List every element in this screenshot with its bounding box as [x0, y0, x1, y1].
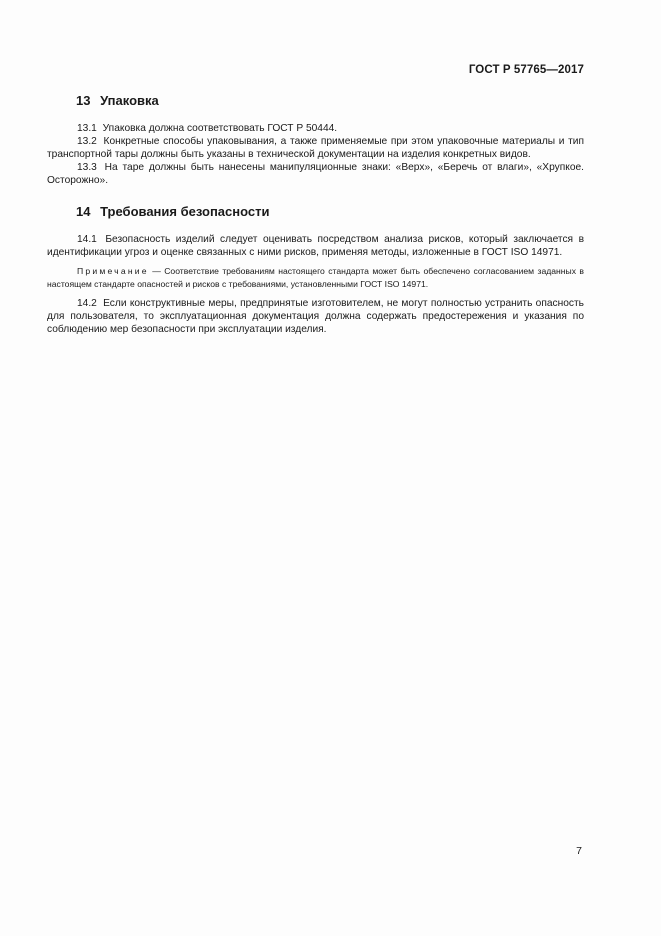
paragraph-number: 13.3 — [77, 162, 97, 173]
paragraph-13-2 — [47, 135, 584, 161]
page-content — [47, 92, 584, 336]
section-14-heading — [47, 203, 584, 221]
paragraph-13-1 — [47, 122, 584, 135]
section-13-number: 13 — [76, 93, 91, 108]
paragraph-14-2 — [47, 297, 584, 336]
section-13-title: Упаковка — [100, 93, 159, 108]
section-14-title: Требования безопасности — [100, 204, 270, 219]
paragraph-number: 13.2 — [77, 136, 97, 147]
paragraph-number: 13.1 — [77, 123, 97, 134]
section-13-heading — [47, 92, 584, 110]
paragraph-number: 14.2 — [77, 298, 97, 309]
paragraph-text: Упаковка должна соответствовать ГОСТ Р 50444. — [102, 123, 338, 134]
paragraph-text: Если конструктивные меры, предпринятые изготовителем, не могут полностью устранить опасность для пользователя, то эксплуатационная документация должна содержать предостережения и указания по соблюдению мер безопасности при эксплуатации изделия. — [47, 298, 584, 335]
section-spacer — [47, 187, 584, 203]
document-code: ГОСТ Р 57765—2017 — [468, 64, 584, 76]
paragraph-14-1 — [47, 233, 584, 259]
note-label: Примечание — [77, 266, 149, 276]
note-14-1 — [47, 265, 584, 291]
paragraph-text: Безопасность изделий следует оценивать посредством анализа рисков, который заключается в идентификации угроз и оценке связанных с ними рисков, применяя методы, изложенные в ГОСТ ISO 14971. — [47, 234, 584, 258]
paragraph-13-3 — [47, 161, 584, 187]
paragraph-text: Конкретные способы упаковывания, а также применяемые при этом упаковочные материалы и тип транспортной тары должны быть указаны в технической документации на изделия конкретных видов. — [47, 136, 584, 160]
section-14-number: 14 — [76, 204, 91, 219]
paragraph-number: 14.1 — [77, 234, 97, 245]
paragraph-text: На таре должны быть нанесены манипуляционные знаки: «Верх», «Беречь от влаги», «Хрупкое. Осторожно». — [47, 162, 584, 186]
note-text: — Соответствие требованиям настоящего стандарта может быть обеспечено согласованием заданных в настоящем стандарте опасностей и рисков с требованиями, установленными ГОСТ ISO 14971. — [47, 266, 584, 289]
page-number: 7 — [576, 845, 582, 857]
